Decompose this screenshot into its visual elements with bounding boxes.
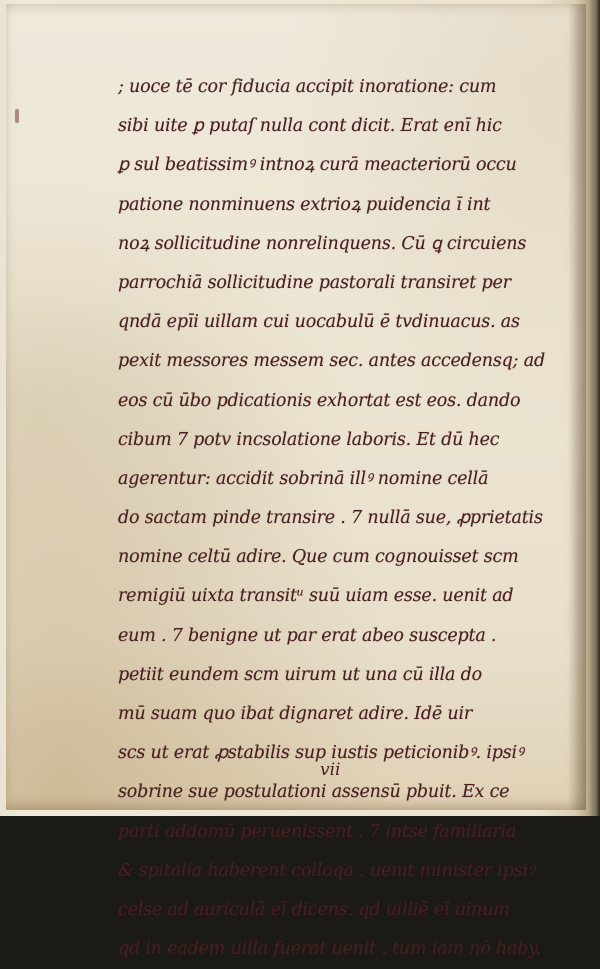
text-line: & spitalia haberent colloqa . uenit minister ipsiꝰ	[118, 860, 535, 881]
text-line: sobrine sue postulationi assensū pbuit. Ex ce	[118, 782, 510, 803]
text-line: sibi uite ꝑ putaſ nulla cont dicit. Erat enī hic	[118, 116, 502, 137]
text-line: pexit messores messem sec. antes accedensq; ad	[118, 351, 545, 372]
text-line: qd in eadem uilla fuerat uenit . tum iam nō haby.	[118, 939, 541, 960]
text-line: ꝑ sul beatissimꝰ intnoꝝ curā meacteriorū occu	[118, 155, 517, 176]
text-line: scs ut erat ꝓstabilis sup iustis peticionibꝰ. ipsiꝰ	[118, 743, 524, 764]
text-line: eos cū ūbo pdicationis exhortat est eos. dando	[118, 390, 521, 411]
margin-ink-mark	[15, 109, 19, 123]
text-line: parrochiā sollicitudine pastorali transiret per	[118, 272, 511, 293]
text-line: noꝝ sollicitudine nonrelinquens. Cū ꝗ circuiens	[118, 233, 527, 254]
text-line: eum . 7 benigne ut par erat abeo suscepta .	[118, 625, 497, 646]
text-line: agerentur: accidit sobrinā illꝰ nomine cellā	[118, 468, 489, 489]
text-line: patione nonminuens extrioꝝ puidencia ī int	[118, 194, 491, 215]
text-line: remigiū uixta transitᵘ suū uiam esse. uenit ad	[118, 586, 514, 607]
text-line: parti addomū peruenissent . 7 intse familiaria	[118, 821, 517, 842]
text-line: nomine celtū adire. Que cum cognouisset scm	[118, 547, 519, 568]
text-line: ; uoce tē cor fiducia accipit inoratione: cum	[118, 77, 497, 97]
manuscript-page	[6, 4, 586, 960]
text-line: do sactam pinde transire . 7 nullā sue, ꝓprietatis	[118, 508, 543, 529]
text-line: cibum 7 potv incsolatione laboris. Et dū hec	[118, 429, 500, 450]
text-line: celse ad auriculā eī dicens. qd uilliē eī uinum	[118, 899, 510, 920]
text-line: mū suam quo ibat dignaret adire. Idē uir	[118, 704, 473, 724]
text-line: qndā epīi uillam cui uocabulū ē tvdinuacus. as	[118, 312, 520, 333]
folio-number: vii	[320, 760, 341, 780]
text-block	[118, 68, 578, 969]
text-line: petiit eundem scm uirum ut una cū illa do	[118, 664, 482, 685]
